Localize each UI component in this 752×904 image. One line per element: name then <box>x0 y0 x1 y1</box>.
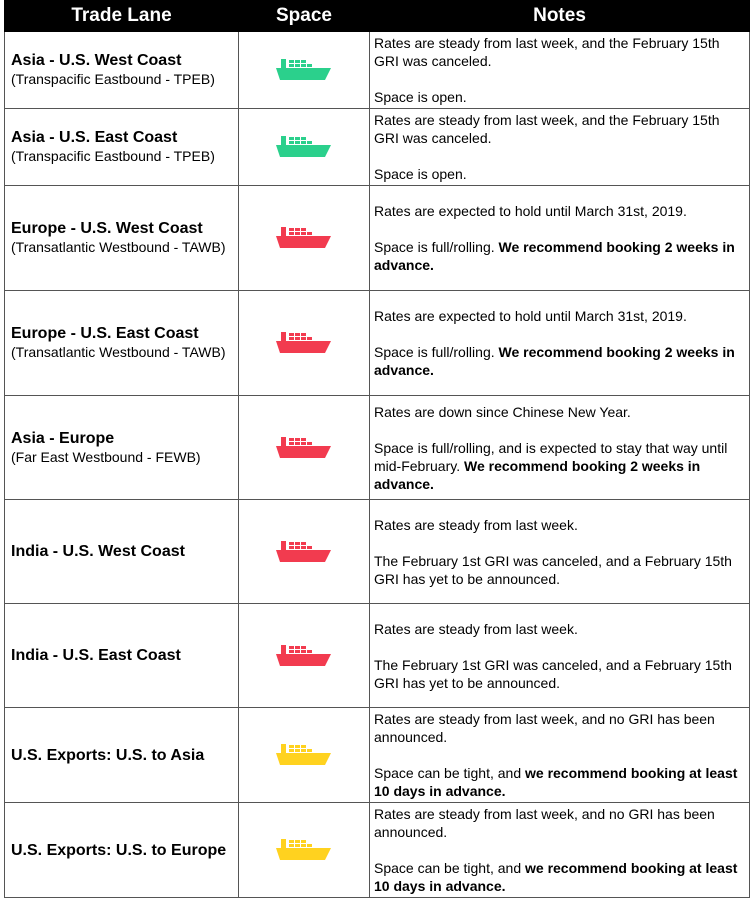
ship-bridge <box>281 59 286 69</box>
ship-bridge <box>281 645 286 655</box>
trade-lane-name: Asia - U.S. West Coast <box>11 52 182 69</box>
booking-recommendation: we recommend booking at least 10 days in advance. <box>374 860 738 894</box>
ship-hull <box>276 236 331 248</box>
booking-recommendation: We recommend booking 2 weeks in advance. <box>374 239 735 273</box>
ship-bridge <box>281 437 286 447</box>
trade-lane-cell <box>5 291 239 396</box>
ship-icon <box>276 540 332 564</box>
trade-lane-route: (Transpacific Eastbound - TPEB) <box>11 71 215 87</box>
container <box>301 650 306 653</box>
container <box>295 60 300 63</box>
ship-icon <box>276 226 332 250</box>
booking-recommendation: we recommend booking at least 10 days in advance. <box>374 765 738 799</box>
container <box>289 442 294 445</box>
rate-note: Rates are steady from last week. <box>374 620 578 637</box>
ship-icon <box>276 331 332 355</box>
table-row <box>5 803 750 898</box>
ship-bridge <box>281 744 286 754</box>
container <box>289 745 294 748</box>
container <box>295 650 300 653</box>
booking-recommendation: We recommend booking 2 weeks in advance. <box>374 457 701 492</box>
space-note-text: Space can be tight, and <box>374 765 525 781</box>
trade-lane-cell <box>5 109 239 186</box>
container <box>289 232 294 235</box>
ship-hull <box>276 446 331 458</box>
container <box>301 64 306 67</box>
space-note-text: Space is open. <box>374 89 467 105</box>
trade-lane-route: (Transatlantic Westbound - TAWB) <box>11 239 226 255</box>
rate-note: Rates are steady from last week, and no GRI has been announced. <box>374 711 715 745</box>
trade-lane-cell <box>5 186 239 291</box>
rate-note: Rates are steady from last week, and the February 15th GRI was canceled. <box>374 35 720 69</box>
container <box>307 141 312 144</box>
container <box>289 60 294 63</box>
container <box>301 646 306 649</box>
container <box>295 438 300 441</box>
trade-lane-cell <box>5 32 239 109</box>
container <box>289 844 294 847</box>
notes-cell <box>370 109 750 186</box>
notes-cell <box>370 604 750 708</box>
container <box>295 141 300 144</box>
space-note <box>374 764 746 800</box>
table-row <box>5 396 750 500</box>
space-note-text: Space is full/rolling. <box>374 239 499 255</box>
container <box>301 542 306 545</box>
space-note-text: Space is full/rolling. <box>374 344 499 360</box>
container <box>289 64 294 67</box>
container <box>289 337 294 340</box>
container <box>301 337 306 340</box>
ship-bridge <box>281 136 286 146</box>
container <box>301 546 306 549</box>
container <box>295 749 300 752</box>
ship-hull <box>276 145 331 157</box>
rate-note: Rates are steady from last week, and no GRI has been announced. <box>374 806 715 840</box>
space-note <box>374 343 746 379</box>
space-status-cell <box>239 291 370 396</box>
container <box>301 60 306 63</box>
space-status-cell <box>239 708 370 803</box>
ship-icon <box>276 135 332 159</box>
trade-lane-name: Europe - U.S. East Coast <box>11 325 199 342</box>
container <box>295 64 300 67</box>
table-row <box>5 32 750 109</box>
notes-cell <box>370 500 750 604</box>
container <box>301 749 306 752</box>
header-notes: Notes <box>370 1 750 32</box>
trade-lane-name: Europe - U.S. West Coast <box>11 220 203 237</box>
container <box>307 844 312 847</box>
container <box>289 228 294 231</box>
rate-note: Rates are steady from last week. <box>374 516 578 533</box>
ship-icon <box>276 743 332 767</box>
space-note-text: Space is full/rolling, and is expected to stay that way until mid-February. <box>374 439 728 474</box>
ship-icon <box>276 58 332 82</box>
container <box>289 646 294 649</box>
container <box>295 137 300 140</box>
ship-hull <box>276 68 331 80</box>
space-status-cell <box>239 803 370 898</box>
container <box>295 844 300 847</box>
ship-hull <box>276 753 331 765</box>
container <box>289 840 294 843</box>
notes-cell <box>370 291 750 396</box>
container <box>301 141 306 144</box>
container <box>301 438 306 441</box>
ship-hull <box>276 848 331 860</box>
ship-bridge <box>281 332 286 342</box>
table-row <box>5 291 750 396</box>
space-note-text: Space can be tight, and <box>374 860 525 876</box>
ship-hull <box>276 550 331 562</box>
trade-lane-route: (Far East Westbound - FEWB) <box>11 448 201 465</box>
container <box>307 337 312 340</box>
container <box>295 546 300 549</box>
table-row <box>5 109 750 186</box>
header-trade-lane: Trade Lane <box>5 1 239 32</box>
ship-icon <box>276 436 332 460</box>
space-status-cell <box>239 396 370 500</box>
container <box>289 749 294 752</box>
container <box>289 650 294 653</box>
trade-lane-name: U.S. Exports: U.S. to Europe <box>11 841 227 859</box>
container <box>289 141 294 144</box>
ship-hull <box>276 654 331 666</box>
ship-bridge <box>281 541 286 551</box>
container <box>289 438 294 441</box>
space-note-text: Space is open. <box>374 166 467 182</box>
notes-cell <box>370 708 750 803</box>
container <box>295 840 300 843</box>
booking-recommendation: We recommend booking 2 weeks in advance. <box>374 344 735 378</box>
ship-bridge <box>281 227 286 237</box>
rate-note: Rates are steady from last week, and the February 15th GRI was canceled. <box>374 112 720 146</box>
space-note <box>374 238 746 274</box>
notes-cell <box>370 186 750 291</box>
container <box>301 844 306 847</box>
container <box>295 745 300 748</box>
container <box>307 64 312 67</box>
table-row <box>5 604 750 708</box>
notes-cell <box>370 803 750 898</box>
rate-note: Rates are expected to hold until March 31st, 2019. <box>374 308 687 324</box>
notes-cell <box>370 396 750 500</box>
rate-note: Rates are down since Chinese New Year. <box>374 403 631 420</box>
container <box>295 232 300 235</box>
trade-lane-name: Asia - Europe <box>11 429 115 447</box>
trade-lane-name: India - U.S. West Coast <box>11 543 185 560</box>
trade-lane-cell <box>5 396 239 500</box>
space-note <box>374 165 746 183</box>
container <box>295 337 300 340</box>
table-row <box>5 708 750 803</box>
trade-lane-cell <box>5 803 239 898</box>
space-status-cell <box>239 604 370 708</box>
table-row <box>5 500 750 604</box>
ship-hull <box>276 341 331 353</box>
header-space: Space <box>239 1 370 32</box>
container <box>301 840 306 843</box>
trade-lane-cell <box>5 500 239 604</box>
container <box>301 442 306 445</box>
trade-lane-route: (Transpacific Eastbound - TPEB) <box>11 148 215 164</box>
container <box>295 646 300 649</box>
space-status-cell <box>239 500 370 604</box>
rate-note: Rates are expected to hold until March 31st, 2019. <box>374 203 687 219</box>
container <box>295 542 300 545</box>
trade-lane-cell <box>5 708 239 803</box>
ship-bridge <box>281 839 286 849</box>
space-note-text: The February 1st GRI was canceled, and a February 15th GRI has yet to be announced. <box>374 552 732 587</box>
space-note-text: The February 1st GRI was canceled, and a February 15th GRI has yet to be announced. <box>374 656 732 691</box>
container <box>301 232 306 235</box>
table-row <box>5 186 750 291</box>
space-note <box>374 656 746 692</box>
container <box>301 333 306 336</box>
container <box>301 745 306 748</box>
container <box>307 232 312 235</box>
container <box>295 442 300 445</box>
notes-cell <box>370 32 750 109</box>
space-status-cell <box>239 32 370 109</box>
space-note <box>374 859 746 895</box>
container <box>295 333 300 336</box>
container <box>295 228 300 231</box>
ship-icon <box>276 644 332 668</box>
header-row <box>5 1 750 32</box>
container <box>289 542 294 545</box>
trade-lane-route: (Transatlantic Westbound - TAWB) <box>11 344 226 360</box>
trade-lane-name: Asia - U.S. East Coast <box>11 129 178 146</box>
container <box>307 546 312 549</box>
trade-lane-name: U.S. Exports: U.S. to Asia <box>11 746 205 764</box>
container <box>289 546 294 549</box>
container <box>301 137 306 140</box>
space-status-cell <box>239 109 370 186</box>
space-note <box>374 88 746 106</box>
ship-icon <box>276 838 332 862</box>
space-note <box>374 552 746 588</box>
trade-lane-cell <box>5 604 239 708</box>
container <box>307 749 312 752</box>
container <box>289 137 294 140</box>
space-status-cell <box>239 186 370 291</box>
trade-lane-name: India - U.S. East Coast <box>11 647 181 664</box>
container <box>289 333 294 336</box>
container <box>301 228 306 231</box>
container <box>307 650 312 653</box>
table-body <box>5 32 750 898</box>
container <box>307 442 312 445</box>
trade-lane-table <box>4 0 750 898</box>
space-note <box>374 439 746 493</box>
